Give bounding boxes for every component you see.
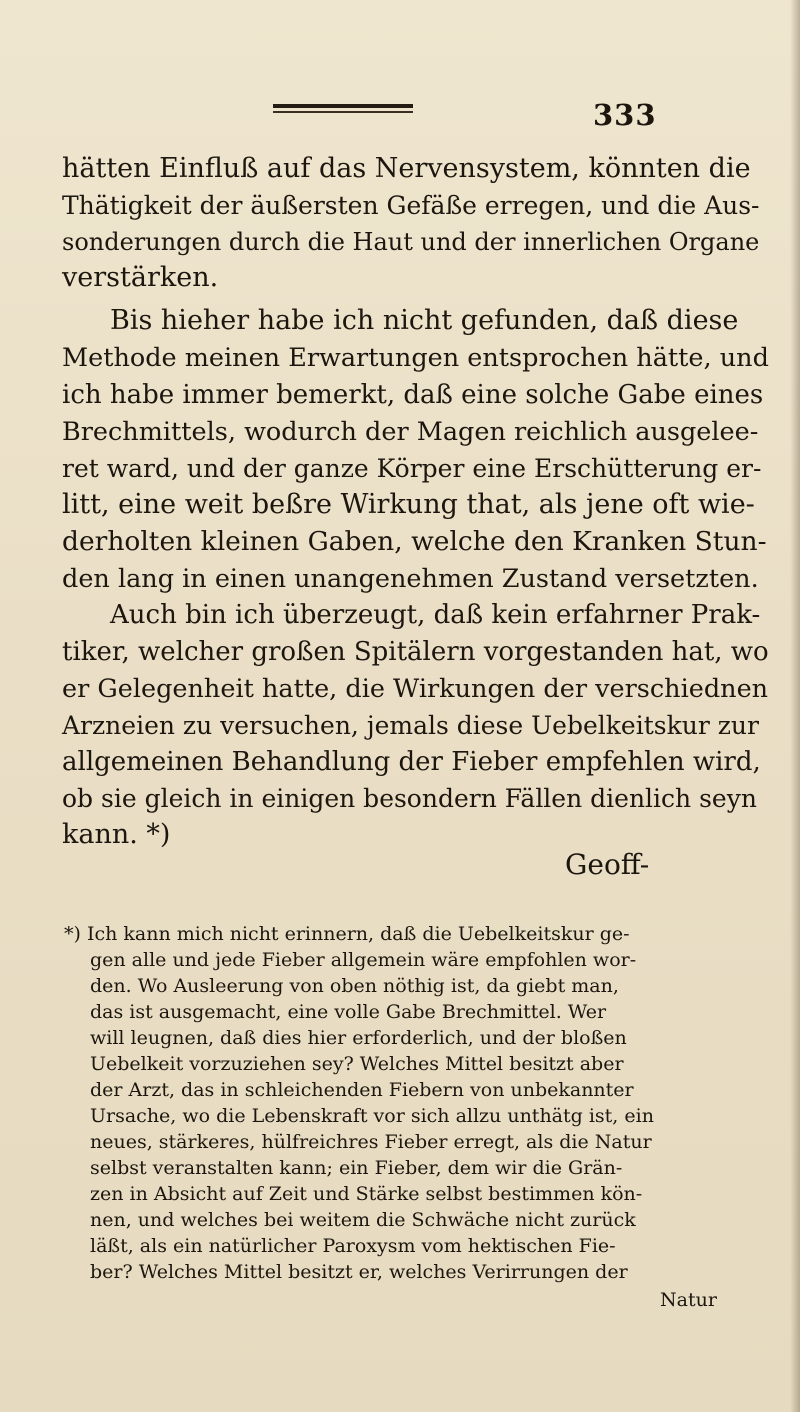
header-rule-thick — [273, 104, 413, 108]
page-edge-shadow — [790, 0, 800, 1412]
main-text-line: Bis hieher habe ich nicht gefunden, daß diese — [110, 305, 739, 336]
footnote-catchword: Natur — [660, 1289, 717, 1311]
header-rule-thin — [273, 111, 413, 113]
footnote-line: gen alle und jede Fieber allgemein wäre empfohlen wor- — [90, 949, 637, 971]
main-text-line: Brechmittels, wodurch der Magen reichlich ausgelee- — [62, 417, 759, 447]
main-text-line: sonderungen durch die Haut und der innerlichen Organe — [62, 228, 760, 256]
footnote-line: Ursache, wo die Lebenskraft vor sich allzu unthätg ist, ein — [90, 1105, 654, 1127]
footnote-line: zen in Absicht auf Zeit und Stärke selbst bestimmen kön- — [90, 1183, 643, 1205]
footnote-line: ber? Welches Mittel besitzt er, welches Verirrungen der — [90, 1261, 628, 1283]
footnote-line: *) Ich kann mich nicht erinnern, daß die Uebelkeitskur ge- — [64, 923, 630, 945]
main-text-line: verstärken. — [62, 262, 219, 293]
main-text-line: kann. *) — [62, 819, 171, 850]
footnote-line: Uebelkeit vorzuziehen sey? Welches Mittel besitzt aber — [90, 1053, 624, 1075]
main-text-line: Thätigkeit der äußersten Gefäße erregen, und die Aus- — [62, 191, 760, 220]
footnote-line: nen, und welches bei weitem die Schwäche nicht zurück — [90, 1209, 636, 1231]
footnote-line: will leugnen, daß dies hier erforderlich, und der bloßen — [90, 1027, 627, 1049]
footnote-line: selbst veranstalten kann; ein Fieber, dem wir die Grän- — [90, 1157, 623, 1179]
catchword: Geoff- — [565, 848, 650, 881]
footnote-line: der Arzt, das in schleichenden Fiebern von unbekannter — [90, 1079, 634, 1101]
main-text-line: litt, eine weit beßre Wirkung that, als jene oft wie- — [62, 489, 755, 520]
main-text-line: den lang in einen unangenehmen Zustand versetzten. — [62, 564, 759, 594]
main-text-line: er Gelegenheit hatte, die Wirkungen der verschiednen — [62, 674, 769, 704]
page-number: 333 — [593, 98, 657, 132]
main-text-line: Arzneien zu versuchen, jemals diese Uebelkeitskur zur — [62, 711, 759, 740]
main-text-line: ob sie gleich in einigen besondern Fällen dienlich seyn — [62, 784, 757, 813]
footnote-line: neues, stärkeres, hülfreichres Fieber erregt, als die Natur — [90, 1131, 652, 1153]
footnote-line: läßt, als ein natürlicher Paroxysm vom hektischen Fie- — [90, 1235, 616, 1257]
header-ornament-rule — [273, 104, 413, 113]
footnote-line: den. Wo Ausleerung von oben nöthig ist, da giebt man, — [90, 975, 619, 997]
main-text-line: tiker, welcher großen Spitälern vorgestanden hat, wo — [62, 637, 769, 667]
main-text-line: Methode meinen Erwartungen entsprochen hätte, und — [62, 343, 769, 373]
main-text-line: Auch bin ich überzeugt, daß kein erfahrner Prak- — [110, 600, 761, 630]
main-text-line: ret ward, und der ganze Körper eine Erschütterung er- — [62, 454, 762, 483]
main-text-line: hätten Einfluß auf das Nervensystem, könnten die — [62, 153, 751, 184]
main-text-line: allgemeinen Behandlung der Fieber empfehlen wird, — [62, 747, 761, 777]
main-text-line: derholten kleinen Gaben, welche den Kranken Stun- — [62, 526, 767, 557]
main-text-line: ich habe immer bemerkt, daß eine solche Gabe eines — [62, 380, 764, 410]
footnote-line: das ist ausgemacht, eine volle Gabe Brechmittel. Wer — [90, 1001, 607, 1023]
